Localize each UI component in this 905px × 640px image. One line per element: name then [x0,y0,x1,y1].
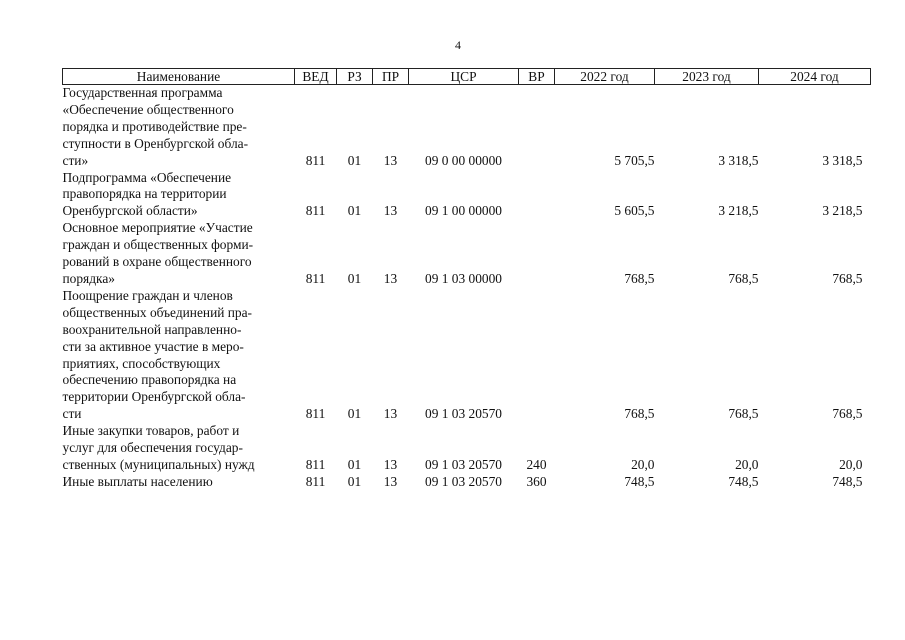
row-name-line: сти [62,406,82,422]
cell-pr: 13 [383,203,398,219]
header-vr: ВР [519,69,555,85]
header-2023: 2023 год [655,69,759,85]
table-row [63,85,871,170]
cell-2022: 768,5 [624,270,655,286]
cell-rz: 01 [347,270,362,286]
header-pr: ПР [373,69,409,85]
row-name-line: Государственная программа [62,85,223,100]
row-name-line: ступности в Оренбургской обла- [62,135,249,151]
page-number: 4 [455,38,461,52]
row-name [63,288,295,423]
table-row [63,423,871,474]
cell-2023: 3 318,5 [718,152,759,168]
row-name-line: воохранительной направленно- [62,321,242,337]
cell-csr: 09 1 03 20570 [425,456,502,472]
cell-vr [519,288,555,423]
cell-rz: 01 [347,456,362,472]
cell-ved: 811 [305,456,326,472]
budget-table [62,68,871,491]
table-header [63,69,871,85]
cell-vr [519,85,555,170]
table-body [63,85,871,491]
row-name [63,170,295,221]
cell-2022: 768,5 [624,406,655,422]
row-name-line: порядка» [62,270,115,286]
cell-2023: 768,5 [728,406,759,422]
row-name-line: сти» [62,152,89,168]
cell-pr: 13 [383,270,398,286]
cell-csr: 09 1 03 20570 [425,473,502,489]
row-name-line: общественных объединений пра- [62,304,253,320]
row-name-line: Иные выплаты населению [62,473,213,489]
table-row [63,474,871,491]
cell-pr: 13 [383,456,398,472]
cell-ved: 811 [305,473,326,489]
header-ved: ВЕД [295,69,337,85]
header-2024: 2024 год [759,69,871,85]
row-name-line: ственных (муниципальных) нужд [62,456,255,472]
cell-csr: 09 1 03 00000 [425,270,502,286]
row-name-line: рований в охране общественного [62,254,252,270]
cell-2023: 768,5 [728,270,759,286]
row-name-line: услуг для обеспечения государ- [62,440,243,456]
cell-2024: 3 318,5 [822,152,863,168]
row-name-line: территории Оренбургской обла- [62,389,246,405]
cell-2024: 748,5 [832,473,863,489]
cell-2022: 748,5 [624,473,655,489]
row-name-line: порядка и противодействие пре- [62,118,247,134]
row-name-line: граждан и общественных форми- [62,237,254,253]
cell-ved: 811 [305,203,326,219]
row-name-line: сти за активное участие в меро- [62,338,244,354]
row-name [63,423,295,474]
row-name-line: Оренбургской области» [62,203,198,219]
row-name [63,85,295,170]
header-rz: РЗ [337,69,373,85]
cell-2022: 5 705,5 [614,152,655,168]
row-name-line: правопорядка на территории [62,186,227,202]
header-csr: ЦСР [409,69,519,85]
header-name: Наименование [63,69,295,85]
cell-vr [519,170,555,221]
table-row [63,220,871,288]
row-name-line: обеспечению правопорядка на [62,372,237,388]
cell-vr: 360 [526,473,547,489]
row-name-line: Поощрение граждан и членов [62,287,233,303]
table-row [63,288,871,423]
cell-rz: 01 [347,406,362,422]
row-name-line: приятиях, способствующих [62,355,221,371]
cell-2024: 768,5 [832,406,863,422]
cell-csr: 09 1 03 20570 [425,406,502,422]
cell-vr: 240 [526,456,547,472]
cell-ved: 811 [305,152,326,168]
cell-2022: 5 605,5 [614,203,655,219]
header-2022: 2022 год [555,69,655,85]
cell-csr: 09 1 00 00000 [425,203,502,219]
cell-2024: 20,0 [839,456,863,472]
cell-2023: 3 218,5 [718,203,759,219]
cell-pr: 13 [383,152,398,168]
row-name-line: Иные закупки товаров, работ и [62,423,240,439]
cell-2024: 768,5 [832,270,863,286]
cell-rz: 01 [347,203,362,219]
cell-pr: 13 [383,406,398,422]
cell-2024: 3 218,5 [822,203,863,219]
cell-2023: 20,0 [735,456,759,472]
row-name [63,474,295,491]
header-row [63,69,871,85]
cell-ved: 811 [305,270,326,286]
cell-vr [519,220,555,288]
cell-csr: 09 0 00 00000 [425,152,502,168]
cell-rz: 01 [347,152,362,168]
row-name-line: Основное мероприятие «Участие [62,220,253,236]
cell-2023: 748,5 [728,473,759,489]
cell-rz: 01 [347,473,362,489]
row-name-line: «Обеспечение общественного [62,101,234,117]
table-row [63,170,871,221]
cell-ved: 811 [305,406,326,422]
cell-2022: 20,0 [631,456,655,472]
cell-pr: 13 [383,473,398,489]
row-name-line: Подпрограмма «Обеспечение [62,169,232,185]
row-name [63,220,295,288]
